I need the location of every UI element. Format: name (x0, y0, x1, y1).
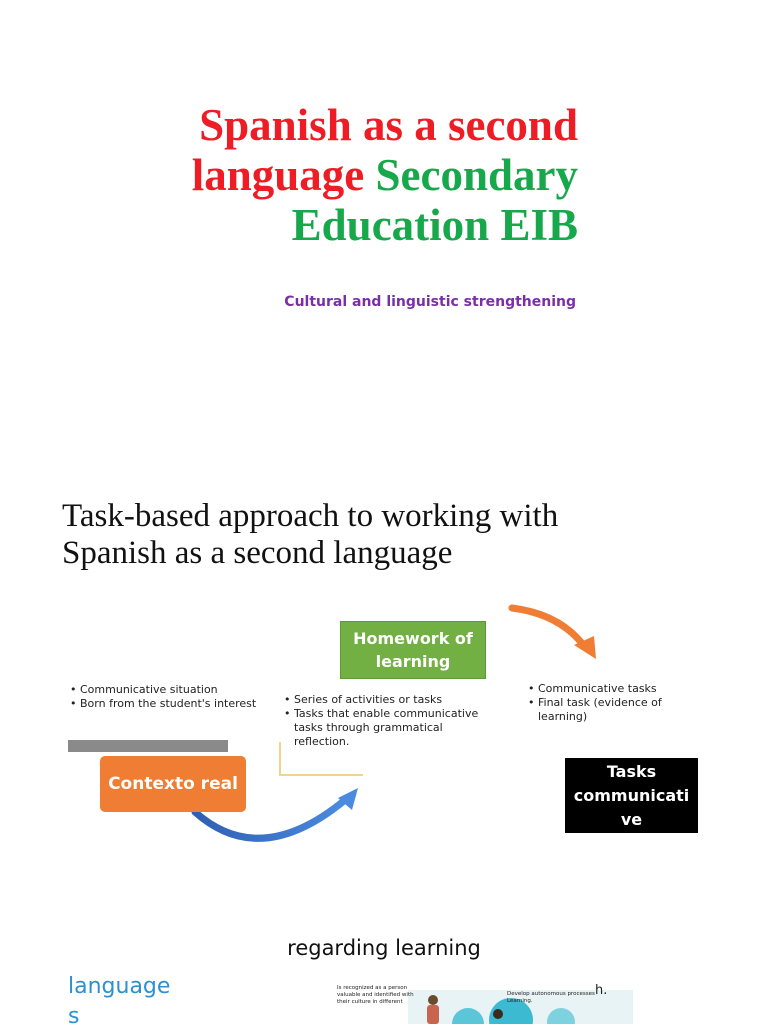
black-box-line-1: Tasks (606, 761, 657, 781)
mini-text-block-3: Learning. (507, 998, 533, 1004)
section-heading-line-1: Task-based approach to working with (62, 498, 559, 534)
title-line-2-red: language (191, 150, 365, 200)
gray-bar (68, 740, 228, 752)
list-item: • Communicative tasks (528, 682, 708, 696)
list-item: • Born from the student's interest (70, 697, 260, 711)
list-item: • Final task (evidence of learning) (528, 696, 708, 724)
list-item: • Series of activities or tasks (284, 693, 484, 707)
bracket-decoration (279, 742, 363, 776)
illustration-figure (493, 1009, 503, 1019)
list-item: • Communicative situation (70, 683, 260, 697)
illustration-figure-body (427, 1005, 439, 1024)
left-bullet-list (70, 683, 260, 711)
tasks-communicative-box (565, 758, 698, 833)
title-line-2-green: Secondary (375, 150, 578, 200)
mini-h-text: h. (595, 983, 608, 998)
list-item: • Tasks that enable communicative tasks through grammatical reflection. (284, 707, 484, 749)
orange-curved-arrow (512, 608, 584, 646)
subtitle: Cultural and linguistic strengthening (284, 294, 576, 310)
contexto-real-box: Contexto real (100, 756, 246, 812)
mini-text-block-1: Is recognized as a person valuable and identified with their culture in different (337, 985, 414, 1005)
right-bullet-list (528, 682, 708, 724)
languages-line-1: language (68, 974, 171, 999)
regarding-learning-heading: regarding learning (287, 936, 481, 960)
black-box-line-3: ve (620, 809, 643, 829)
title-line-3: Education EIB (291, 200, 578, 250)
languages-label (68, 972, 170, 1032)
languages-line-2: s (68, 1004, 80, 1029)
illustration-figure (428, 995, 438, 1005)
title-line-1: Spanish as a second (199, 100, 578, 150)
section-heading-line-2: Spanish as a second language (62, 535, 453, 571)
homework-of-learning-box: Homework of learning (340, 621, 486, 679)
black-box-line-2: communicati (573, 785, 690, 805)
mini-text-block-2: Develop autonomous processes (507, 991, 595, 997)
middle-bullet-list (284, 693, 484, 749)
